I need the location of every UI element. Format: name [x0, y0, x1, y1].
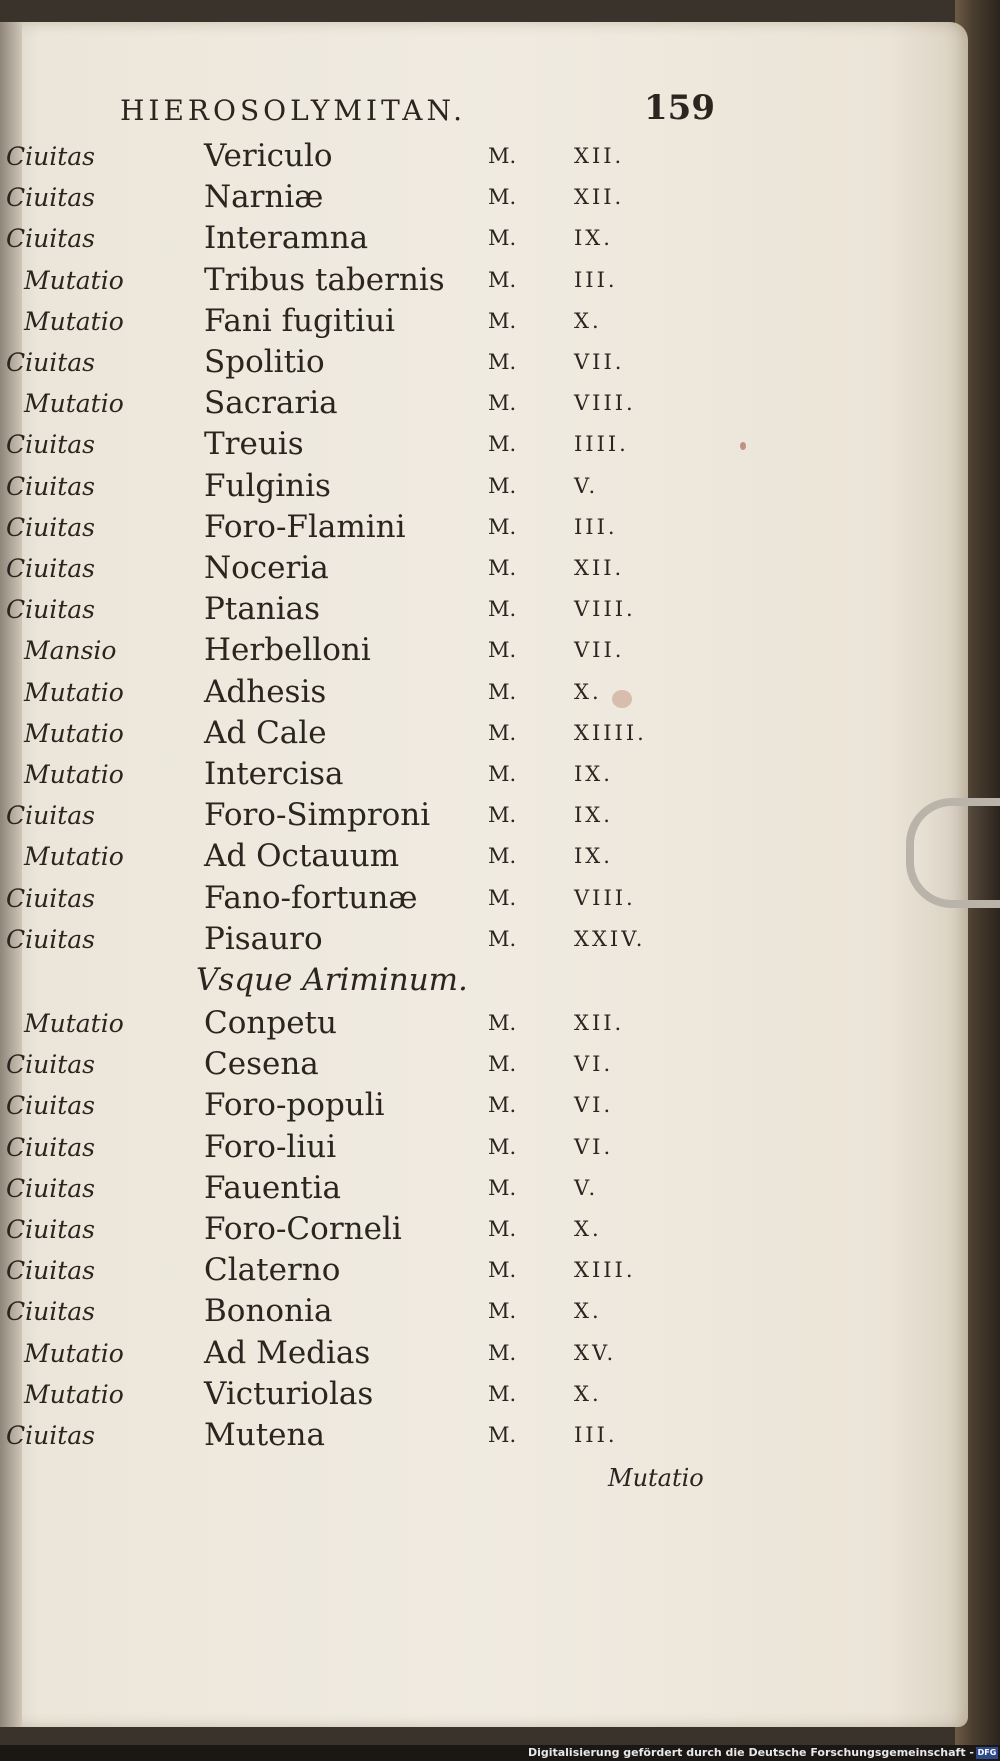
miles-value: IX.	[574, 844, 613, 869]
place-name: Spolitio	[204, 344, 325, 380]
place-name: Interamna	[204, 220, 369, 257]
itinerary-row	[0, 674, 968, 714]
miles-abbrev: M.	[488, 473, 517, 498]
miles-abbrev: M.	[488, 1217, 517, 1241]
stop-type: Ciuitas	[6, 348, 96, 377]
place-name: Claterno	[204, 1252, 341, 1289]
stop-type: Mutatio	[24, 1379, 124, 1409]
miles-abbrev: M.	[488, 638, 517, 663]
dfg-logo: DFG	[977, 1748, 997, 1757]
place-name: Fulginis	[204, 467, 331, 504]
page-number: 159	[644, 88, 715, 128]
place-name: Ad Medias	[204, 1334, 371, 1371]
itinerary-row	[0, 1376, 968, 1416]
miles-value: VIII.	[574, 597, 636, 622]
stop-type: Ciuitas	[6, 142, 96, 171]
miles-abbrev: M.	[488, 1299, 517, 1324]
place-name: Bononia	[204, 1293, 333, 1330]
stop-type: Mutatio	[24, 306, 124, 336]
place-name: Foro-Flamini	[204, 508, 406, 545]
place-name: Treuis	[204, 426, 304, 463]
stop-type: Ciuitas	[6, 801, 96, 831]
miles-abbrev: M.	[488, 762, 517, 786]
itinerary-row	[0, 591, 968, 631]
miles-value: VIII.	[574, 885, 636, 910]
running-title: HIEROSOLYMITAN.	[120, 94, 467, 127]
miles-abbrev: M.	[488, 350, 517, 374]
miles-abbrev: M.	[488, 391, 517, 416]
miles-value: XII.	[574, 185, 625, 210]
itinerary-row	[0, 921, 968, 961]
stop-type: Ciuitas	[6, 1297, 96, 1327]
miles-abbrev: M.	[488, 885, 517, 910]
miles-abbrev: M.	[488, 144, 517, 168]
stop-type: Ciuitas	[6, 1132, 96, 1162]
place-name: Herbelloni	[204, 632, 371, 669]
miles-value: XII.	[574, 1011, 625, 1035]
miles-value: V.	[574, 1175, 599, 1200]
stop-type: Ciuitas	[6, 1173, 96, 1203]
miles-value: XIII.	[574, 1258, 636, 1283]
itinerary-row	[0, 1293, 968, 1333]
miles-value: XII.	[574, 556, 625, 580]
itinerary-row	[0, 1211, 968, 1251]
miles-value: XV.	[574, 1340, 617, 1365]
itinerary-row	[0, 262, 968, 302]
place-name: Ad Cale	[204, 714, 327, 751]
stop-type: Ciuitas	[6, 183, 96, 213]
miles-value: IX.	[574, 803, 613, 828]
section-heading: Vsque Ariminum.	[196, 962, 468, 998]
catchword: Mutatio	[608, 1464, 704, 1492]
place-name: Victuriolas	[204, 1375, 374, 1412]
place-name: Vericulo	[204, 138, 333, 174]
miles-abbrev: M.	[488, 185, 517, 210]
miles-value: VI.	[574, 1052, 614, 1077]
miles-value: VIII.	[574, 391, 636, 416]
stop-type: Ciuitas	[6, 224, 96, 254]
miles-value: VII.	[574, 350, 625, 374]
stop-type: Mutatio	[24, 718, 124, 748]
place-name: Fani fugitiui	[204, 302, 396, 339]
miles-value: III.	[574, 267, 618, 292]
itinerary-row	[0, 1417, 968, 1457]
itinerary-row	[0, 715, 968, 755]
miles-value: VII.	[574, 638, 625, 663]
miles-abbrev: M.	[488, 514, 517, 539]
miles-abbrev: M.	[488, 1423, 517, 1447]
miles-abbrev: M.	[488, 556, 517, 580]
place-name: Cesena	[204, 1046, 319, 1083]
miles-value: IX.	[574, 226, 613, 251]
miles-value: III.	[574, 514, 618, 539]
place-name: Foro-Corneli	[204, 1211, 402, 1247]
itinerary-row	[0, 838, 968, 878]
miles-value: XII.	[574, 144, 625, 168]
place-name: Ptanias	[204, 591, 321, 628]
stop-type: Mansio	[24, 636, 117, 666]
stop-type: Ciuitas	[6, 471, 96, 501]
stop-type: Ciuitas	[6, 1215, 96, 1244]
place-name: Fauentia	[204, 1169, 342, 1206]
place-name: Foro-populi	[204, 1087, 385, 1124]
stop-type: Ciuitas	[6, 1421, 96, 1450]
stop-type: Mutatio	[24, 389, 124, 419]
stop-type: Ciuitas	[6, 554, 96, 583]
miles-abbrev: M.	[488, 597, 517, 622]
miles-abbrev: M.	[488, 1134, 517, 1159]
stop-type: Mutatio	[24, 1009, 124, 1038]
itinerary-row	[0, 1335, 968, 1375]
miles-value: III.	[574, 1423, 618, 1447]
miles-value: XIIII.	[574, 720, 647, 745]
stop-type: Ciuitas	[6, 924, 96, 954]
itinerary-row	[0, 509, 968, 549]
itinerary-row	[0, 344, 968, 384]
stop-type: Ciuitas	[6, 595, 96, 625]
place-name: Noceria	[204, 550, 329, 586]
miles-abbrev: M.	[488, 1340, 517, 1365]
stop-type: Mutatio	[24, 677, 124, 707]
itinerary-row	[0, 138, 968, 178]
stop-type: Ciuitas	[6, 512, 96, 542]
miles-abbrev: M.	[488, 1381, 517, 1406]
itinerary-row	[0, 1170, 968, 1210]
stop-type: Mutatio	[24, 265, 124, 295]
stop-type: Ciuitas	[6, 1091, 96, 1121]
miles-value: VI.	[574, 1134, 614, 1159]
itinerary-row	[0, 632, 968, 672]
itinerary-row	[0, 1252, 968, 1292]
place-name: Conpetu	[204, 1005, 337, 1041]
miles-value: IX.	[574, 762, 613, 786]
itinerary-row	[0, 220, 968, 260]
itinerary-row	[0, 550, 968, 590]
miles-value: X.	[574, 308, 602, 333]
miles-abbrev: M.	[488, 679, 517, 704]
itinerary-row	[0, 385, 968, 425]
place-name: Ad Octauum	[204, 838, 400, 875]
miles-value: X.	[574, 679, 602, 704]
miles-abbrev: M.	[488, 432, 517, 457]
miles-abbrev: M.	[488, 308, 517, 333]
place-name: Sacraria	[204, 385, 338, 422]
stop-type: Mutatio	[24, 1338, 124, 1368]
itinerary-row	[0, 179, 968, 219]
place-name: Pisauro	[204, 920, 323, 957]
itinerary-row	[0, 303, 968, 343]
miles-abbrev: M.	[488, 1011, 517, 1035]
miles-abbrev: M.	[488, 1052, 517, 1077]
stop-type: Ciuitas	[6, 1050, 96, 1080]
itinerary-row	[0, 426, 968, 466]
stop-type: Mutatio	[24, 842, 124, 872]
stop-type: Ciuitas	[6, 1256, 96, 1286]
miles-abbrev: M.	[488, 226, 517, 251]
place-name: Narniæ	[204, 179, 324, 216]
stop-type: Ciuitas	[6, 430, 96, 460]
place-name: Intercisa	[204, 756, 344, 792]
itinerary-row	[0, 1129, 968, 1169]
stop-type: Mutatio	[24, 760, 124, 789]
itinerary-row	[0, 1046, 968, 1086]
miles-abbrev: M.	[488, 720, 517, 745]
place-name: Fano-fortunæ	[204, 879, 418, 916]
miles-abbrev: M.	[488, 926, 517, 951]
itinerary-row	[0, 1005, 968, 1045]
funding-credit: Digitalisierung gefördert durch die Deutsche Forschungsgemeinschaft -	[527, 1746, 974, 1759]
miles-value: XXIV.	[574, 926, 646, 951]
miles-value: X.	[574, 1299, 602, 1324]
miles-value: V.	[574, 473, 599, 498]
place-name: Foro-Simproni	[204, 797, 431, 834]
place-name: Foro-liui	[204, 1128, 337, 1165]
miles-abbrev: M.	[488, 1093, 517, 1118]
miles-abbrev: M.	[488, 1258, 517, 1283]
place-name: Tribus tabernis	[204, 261, 445, 298]
miles-value: IIII.	[574, 432, 629, 457]
itinerary-row	[0, 880, 968, 920]
miles-abbrev: M.	[488, 267, 517, 292]
footer-bar	[0, 1745, 1000, 1761]
miles-value: VI.	[574, 1093, 614, 1118]
itinerary-row	[0, 468, 968, 508]
itinerary-row	[0, 1087, 968, 1127]
miles-abbrev: M.	[488, 844, 517, 869]
miles-value: X.	[574, 1217, 602, 1241]
stop-type: Ciuitas	[6, 883, 96, 913]
itinerary-row	[0, 756, 968, 796]
itinerary-row	[0, 797, 968, 837]
miles-value: X.	[574, 1381, 602, 1406]
place-name: Adhesis	[204, 673, 327, 710]
miles-abbrev: M.	[488, 803, 517, 828]
miles-abbrev: M.	[488, 1175, 517, 1200]
place-name: Mutena	[204, 1417, 325, 1453]
